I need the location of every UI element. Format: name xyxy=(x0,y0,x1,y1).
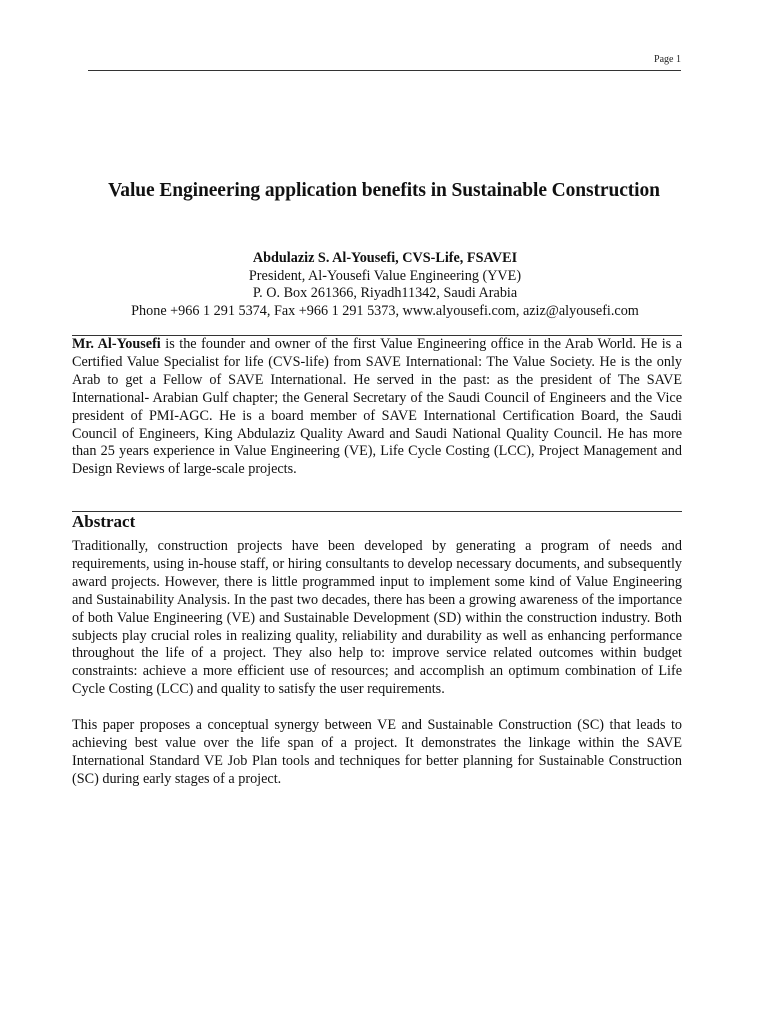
author-position: President, Al-Yousefi Value Engineering (YVE) xyxy=(248,267,522,284)
author-bio xyxy=(72,336,682,479)
header-rule xyxy=(88,70,681,71)
abstract-heading: Abstract xyxy=(72,512,136,531)
author-name: Abdulaziz S. Al-Yousefi, CVS-Life, FSAVEI xyxy=(252,250,518,266)
paper-title: Value Engineering application benefits in Sustainable Construction xyxy=(108,180,660,201)
bio-text: is the founder and owner of the first Value Engineering office in the Arab World. He is a Certified Value Specialist for life (CVS-life) from SAVE International: The Value Society. He is the only Arab to get a Fellow of SAVE International. He served in the past: as the president of The SAVE International- Arabian Gulf chapter; the General Secretary of the Saudi Council of Engineers and the Vice president of PMI-AGC. He is a board member of SAVE International Certification Board, the Saudi Council of Engineers, King Abdulaziz Quality Award and Saudi National Quality Council. He has more than 25 years experience in Value Engineering (VE), Life Cycle Costing (LCC), Project Management and Design Reviews of large-scale projects. xyxy=(72,336,682,478)
abstract-paragraph: This paper proposes a conceptual synergy between VE and Sustainable Construction (SC) that leads to achieving best value over the life span of a project. It demonstrates the linkage within the SAVE International Standard VE Job Plan tools and techniques for better planning for Sustainable Construction (SC) during early stages of a project. xyxy=(72,717,682,787)
abstract-rule xyxy=(72,511,682,512)
bio-lead: Mr. Al-Yousefi xyxy=(72,336,161,352)
abstract-body xyxy=(72,538,682,807)
author-block xyxy=(0,250,768,320)
page-number: Page 1 xyxy=(654,54,681,65)
author-contact: Phone +966 1 291 5374, Fax +966 1 291 5373, www.alyousefi.com, aziz@alyousefi.com xyxy=(131,302,639,319)
abstract-paragraph: Traditionally, construction projects have been developed by generating a program of needs and requirements, using in-house staff, or hiring consultants to develop necessary documents, and subsequently award projects. However, there is little programmed input to implement some kind of Value Engineering and Sustainability Analysis. In the past two decades, there has been a growing awareness of the importance of both Value Engineering (VE) and Sustainable Development (SD) within the construction industry. Both subjects play crucial roles in realizing quality, reliability and durability as well as enhancing performance throughout the life of a project. They also help to: improve service related outcomes within budget constraints: achieve a more efficient use of resources; and accomplish an optimum combination of Life Cycle Costing (LCC) and quality to satisfy the user requirements. xyxy=(72,538,682,698)
author-address: P. O. Box 261366, Riyadh11342, Saudi Arabia xyxy=(252,285,518,301)
